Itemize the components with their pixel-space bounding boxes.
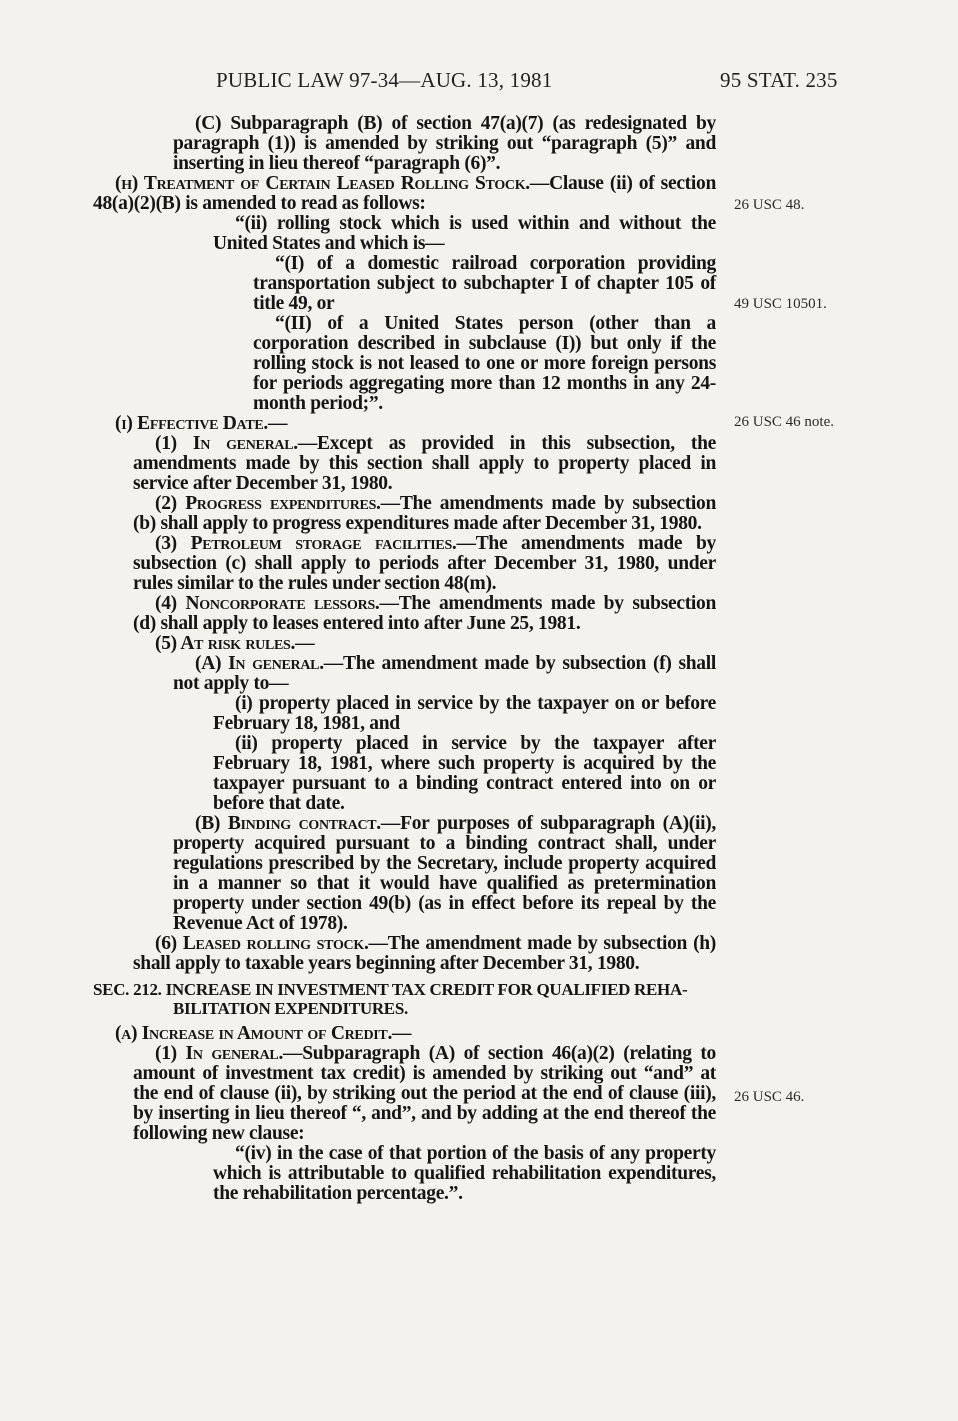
margin-note-26-usc-46-note: 26 USC 46 note. (734, 414, 835, 430)
margin-note-26-usc-46: 26 USC 46. (734, 1089, 805, 1105)
paragraph-a1 (93, 1044, 716, 1144)
heading-p5a: (A) In general. (195, 653, 324, 674)
text-p1: —Except as provided in this subsection, the amendments made by this section shall apply to property placed in service after December 31, 1980. (133, 433, 717, 494)
text-p2: —The amendments made by subsection (b) shall apply to progress expenditures made after December 31, 1980. (133, 493, 716, 534)
paragraph-6 (93, 934, 716, 974)
heading-p5b: (B) Binding contract. (195, 813, 381, 834)
margin-note-26-usc-48: 26 USC 48. (734, 197, 805, 213)
text-a1: —Subparagraph (A) of section 46(a)(2) (relating to amount of investment tax credit) is amended by striking out “and” at the end of clause (ii), by striking out the period at the end of clause (iii), by inserting in lieu thereof “, and”, and by adding at the end thereof the following new clause: (133, 1043, 716, 1144)
heading-p3: (3) Petroleum storage facilities. (155, 533, 457, 554)
text-p5b: —For purposes of subparagraph (A)(ii), property acquired pursuant to a binding contract shall, under regulations prescribed by the Secretary, include property acquired in a manner so that it would have qualified as pretermination property under section 49(b) (as in effect before its repeal by the Revenue Act of 1978). (173, 813, 716, 934)
paragraph-2 (93, 494, 716, 534)
clause-5a-i: (i) property placed in service by the taxpayer on or before February 18, 1981, and (213, 693, 716, 734)
heading-p4: (4) Noncorporate lessors. (155, 593, 380, 614)
paragraph-5a (93, 654, 716, 694)
heading-a: (a) Increase in Amount of Credit.— (115, 1023, 412, 1044)
paragraph-a (93, 1024, 716, 1044)
text-h: —Clause (ii) of section 48(a)(2)(B) is amended to read as follows: (93, 173, 716, 214)
heading-h: (h) Treatment of Certain Leased Rolling Stock. (115, 173, 530, 194)
heading-a1: (1) In general. (155, 1043, 284, 1064)
paragraph-h (93, 174, 716, 214)
heading-p5: (5) At risk rules.— (155, 633, 315, 654)
statute-body (93, 114, 716, 1204)
text-p6: —The amendment made by subsection (h) shall apply to taxable years beginning after December 31, 1980. (133, 933, 717, 974)
heading-p6: (6) Leased rolling stock. (155, 933, 369, 954)
page-header-title: PUBLIC LAW 97-34—AUG. 13, 1981 (216, 68, 553, 92)
text-p5a: —The amendment made by subsection (f) shall not apply to— (173, 653, 716, 694)
heading-p1: (1) In general. (155, 433, 298, 454)
subclause-II: “(II) of a United States person (other than a corporation described in subclause (I)) but only if the rolling stock is not leased to one or more foreign persons for periods aggregating more than 12 months in any 24-month period;”. (253, 313, 716, 414)
clause-iv: “(iv) in the case of that portion of the basis of any property which is attributable to qualified rehabilitation expenditures, the rehabilitation percentage.”. (213, 1143, 716, 1204)
heading-i: (i) Effective Date.— (115, 413, 288, 434)
section-212-line2: BILITATION EXPENDITURES. (173, 999, 408, 1018)
heading-p2: (2) Progress expenditures. (155, 493, 381, 514)
paragraph-5 (93, 634, 716, 654)
paragraph-3 (93, 534, 716, 594)
paragraph-5b (93, 814, 716, 934)
paragraph-c: (C) Subparagraph (B) of section 47(a)(7) (as redesignated by paragraph (1)) is amended by striking out “paragraph (5)” and inserting in lieu thereof “paragraph (6)”. (173, 113, 716, 174)
text-p3: —The amendments made by subsection (c) shall apply to periods after December 31, 1980, under rules similar to the rules under section 48(m). (133, 533, 716, 594)
paragraph-4 (93, 594, 716, 634)
subclause-I: “(I) of a domestic railroad corporation providing transportation subject to subchapter I of chapter 105 of title 49, or (253, 253, 716, 314)
clause-5a-ii: (ii) property placed in service by the taxpayer after February 18, 1981, where such property is acquired by the taxpayer pursuant to a binding contract entered into on or before that date. (213, 733, 716, 814)
page-header-stat: 95 STAT. 235 (720, 68, 838, 92)
heading-effective-date (93, 414, 716, 434)
section-212-line1: SEC. 212. INCREASE IN INVESTMENT TAX CREDIT FOR QUALIFIED REHA- (93, 980, 688, 999)
text-p4: —The amendments made by subsection (d) shall apply to leases entered into after June 25, 1981. (133, 593, 716, 634)
margin-note-49-usc-10501: 49 USC 10501. (734, 296, 827, 312)
clause-ii: “(ii) rolling stock which is used within and without the United States and which is— (213, 213, 716, 254)
paragraph-1 (93, 434, 716, 494)
section-212-heading (93, 980, 716, 1018)
